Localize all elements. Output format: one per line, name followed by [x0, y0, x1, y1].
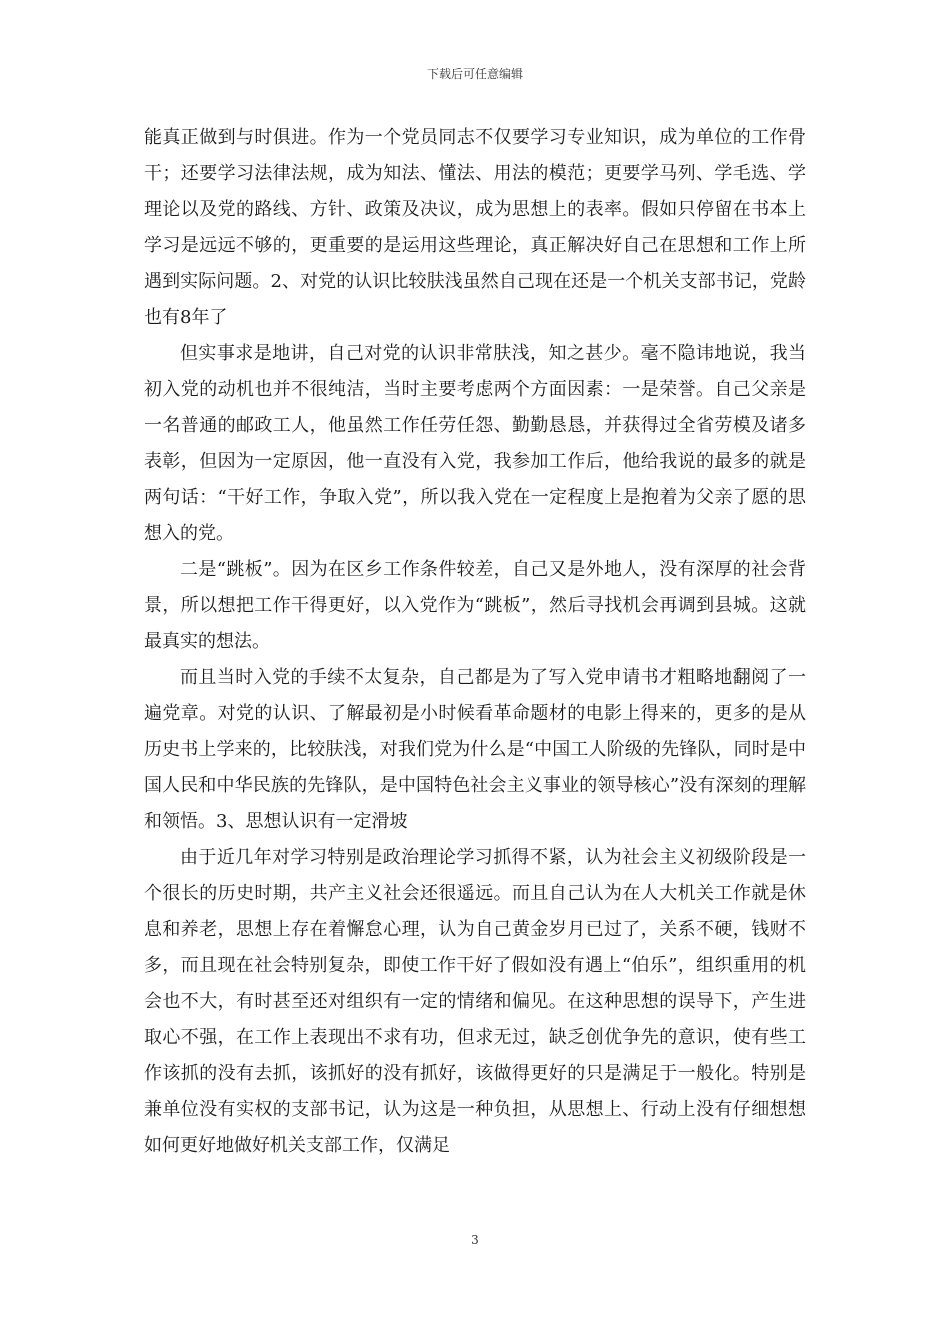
- paragraph-4: 而且当时入党的手续不太复杂，自己都是为了写入党申请书才粗略地翻阅了一遍党章。对党的认识、了解最初是小时候看革命题材的电影上得来的，更多的是从历史书上学来的，比较肤浅，对我们党为什么是“中国工人阶级的先锋队，同时是中国人民和中华民族的先锋队，是中国特色社会主义事业的领导核心”没有深刻的理解和领悟。3、思想认识有一定滑坡: [144, 667, 806, 832]
- paragraph-1: 能真正做到与时俱进。作为一个党员同志不仅要学习专业知识，成为单位的工作骨干；还要学习法律法规，成为知法、懂法、用法的模范；更要学马列、学毛选、学理论以及党的路线、方针、政策及决议，成为思想上的表率。假如只停留在书本上学习是远远不够的，更重要的是运用这些理论，真正解决好自己在思想和工作上所遇到实际问题。2、对党的认识比较肤浅虽然自己现在还是一个机关支部书记，党龄也有8年了: [144, 127, 806, 328]
- document-body: [144, 120, 806, 1164]
- page-header: 下载后可任意编辑: [426, 67, 523, 81]
- paragraph-3: 二是“跳板”。因为在区乡工作条件较差，自己又是外地人，没有深厚的社会背景，所以想把工作干得更好，以入党作为“跳板”，然后寻找机会再调到县城。这就最真实的想法。: [144, 559, 806, 652]
- paragraph-5: 由于近几年对学习特别是政治理论学习抓得不紧，认为社会主义初级阶段是一个很长的历史时期，共产主义社会还很遥远。而且自己认为在人大机关工作就是休息和养老，思想上存在着懈怠心理，认为自己黄金岁月已过了，关系不硬，钱财不多，而且现在社会特别复杂，即使工作干好了假如没有遇上“伯乐”，组织重用的机会也不大，有时甚至还对组织有一定的情绪和偏见。在这种思想的误导下，产生进取心不强，在工作上表现出不求有功，但求无过，缺乏创优争先的意识，使有些工作该抓的没有去抓，该抓好的没有抓好，该做得更好的只是满足于一般化。特别是兼单位没有实权的支部书记，认为这是一种负担，从思想上、行动上没有仔细想想如何更好地做好机关支部工作，仅满足: [144, 847, 806, 1156]
- paragraph-2: 但实事求是地讲，自己对党的认识非常肤浅，知之甚少。毫不隐讳地说，我当初入党的动机也并不很纯洁，当时主要考虑两个方面因素：一是荣誉。自己父亲是一名普通的邮政工人，他虽然工作任劳任怨、勤勤恳恳，并获得过全省劳模及诸多表彰，但因为一定原因，他一直没有入党，我参加工作后，他给我说的最多的就是两句话：“干好工作，争取入党”，所以我入党在一定程度上是抱着为父亲了愿的思想入的党。: [144, 343, 806, 544]
- page-number: 3: [471, 1233, 479, 1247]
